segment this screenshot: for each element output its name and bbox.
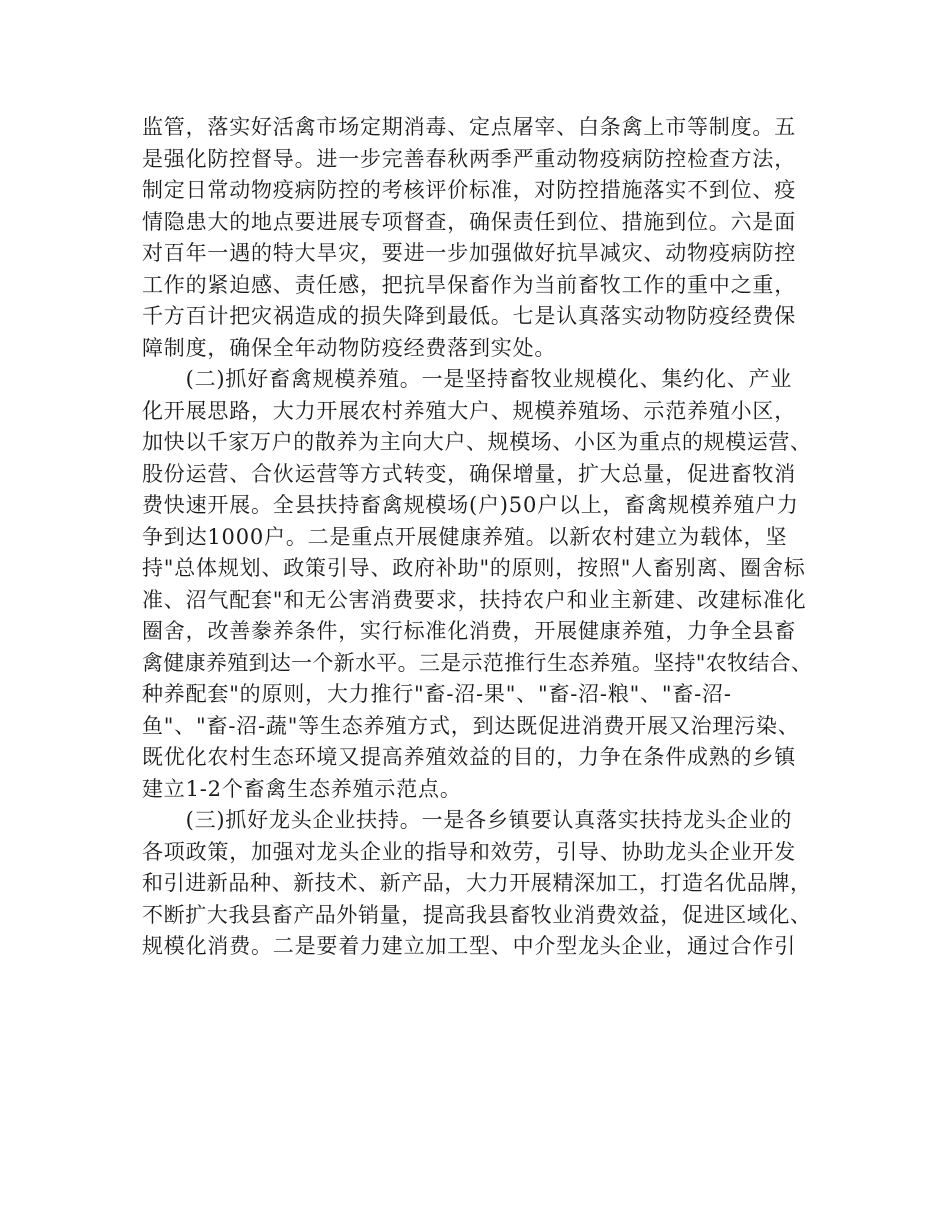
document-body [142,112,814,963]
text-line: 股份运营、合伙运营等方式转变，确保增量，扩大总量，促进畜牧消 [142,461,796,486]
text-line: 工作的紧迫感、责任感，把抗旱保畜作为当前畜牧工作的重中之重， [142,272,796,297]
text-line: 准、沼气配套"和无公害消费要求，扶持农户和业主新建、改建标准化 [142,587,807,612]
text-line: 持"总体规划、政策引导、政府补助"的原则，按照"人畜别离、圈舍标 [142,556,806,580]
text-line: 加快以千家万户的散养为主向大户、规模场、小区为重点的规模运营、 [142,430,812,454]
text-line: 制定日常动物疫病防控的考核评价标准，对防控措施落实不到位、疫 [142,178,796,202]
text-line: 情隐患大的地点要进展专项督查，确保责任到位、措施到位。六是面 [142,209,796,234]
paragraph-start-line: (二)抓好畜禽规模养殖。一是坚持畜牧业规模化、集约化、产业 [142,367,793,391]
text-line: 费快速开展。全县扶持畜禽规模场(户)50户以上，畜禽规模养殖户力 [142,493,799,517]
text-line: 种养配套"的原则，大力推行"畜-沼-果"、"畜-沼-粮"、"畜-沼- [142,682,732,706]
text-line: 规模化消费。二是要着力建立加工型、中介型龙头企业，通过合作引 [142,934,796,958]
text-line: 化开展思路，大力开展农村养殖大户、规模养殖场、示范养殖小区， [142,398,796,423]
text-line: 对百年一遇的特大旱灾，要进一步加强做好抗旱减灾、动物疫病防控 [142,241,796,265]
text-line: 监管，落实好活禽市场定期消毒、定点屠宰、白条禽上市等制度。五 [142,115,796,139]
text-line: 不断扩大我县畜产品外销量，提高我县畜牧业消费效益，促进区域化、 [142,902,812,927]
text-line: 和引进新品种、新技术、新产品，大力开展精深加工，打造名优品牌， [142,871,812,895]
text-line: 障制度，确保全年动物防疫经费落到实处。 [142,335,557,360]
text-line: 各项政策，加强对龙头企业的指导和效劳，引导、协助龙头企业开发 [142,839,796,864]
text-line: 是强化防控督导。进一步完善春秋两季严重动物疫病防控检查方法， [142,146,796,171]
paragraph-start-line: (三)抓好龙头企业扶持。一是各乡镇要认真落实扶持龙头企业的 [142,808,793,832]
text-line: 鱼"、"畜-沼-蔬"等生态养殖方式，到达既促进消费开展又治理污染、 [142,713,800,738]
text-line: 既优化农村生态环境又提高养殖效益的目的，力争在条件成熟的乡镇 [142,745,796,769]
text-line: 禽健康养殖到达一个新水平。三是示范推行生态养殖。坚持"农牧结合、 [142,650,813,675]
text-line: 圈舍，改善豢养条件，实行标准化消费，开展健康养殖，力争全县畜 [142,619,796,643]
text-line: 千方百计把灾祸造成的损失降到最低。七是认真落实动物防疫经费保 [142,304,796,328]
text-line: 争到达1000户。二是重点开展健康养殖。以新农村建立为载体，坚 [142,524,788,549]
text-line: 建立1-2个畜禽生态养殖示范点。 [142,776,462,801]
